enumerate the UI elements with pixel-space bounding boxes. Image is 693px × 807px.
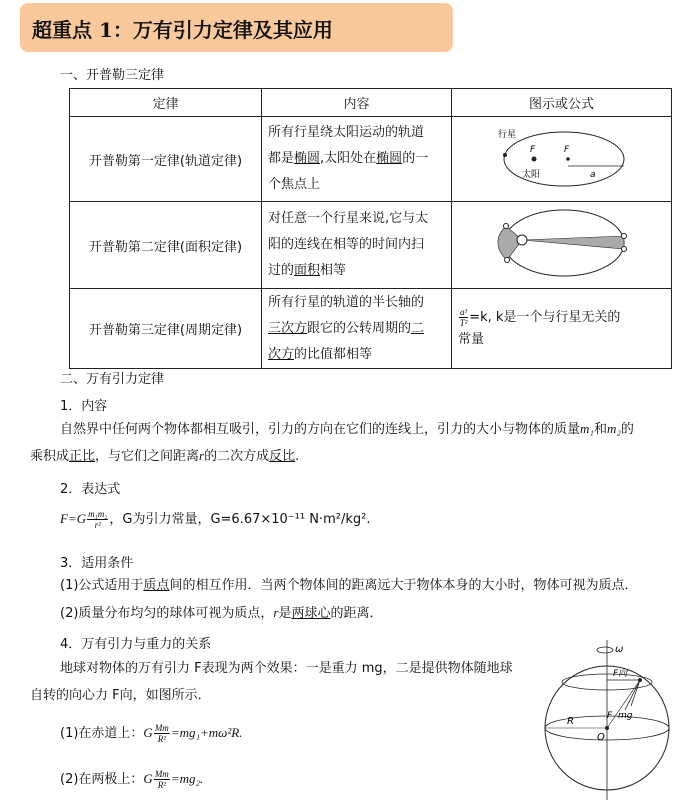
pole-equation: (2)在两极上：G $\frac{Mm}{\text{R²}}$ =mg₂. [60, 769, 204, 790]
svg-text:R: R [567, 716, 574, 727]
relation-line-2: 自转的向心力 F向，如图所示． [30, 688, 211, 703]
table-row [70, 289, 672, 369]
law-name: 开普勒第三定律(周期定律) [70, 289, 262, 369]
sun-label: 太阳 [522, 170, 541, 180]
header-law: 定律 [70, 89, 262, 117]
content-heading: 1．内容 [60, 399, 108, 414]
kepler3-formula: $\frac{\text{a³}}{\text{T²}}$ =k, k是一个与行星无关的 常量 [452, 289, 672, 369]
equal-area-diagram [452, 202, 670, 284]
law-content: 所有行星绕太阳运动的轨道 都是椭圆,太阳处在椭圆的一 个焦点上 [262, 117, 452, 202]
table-row [70, 117, 672, 202]
section-1-heading: 一、开普勒三定律 [60, 68, 165, 83]
expression-heading: 2．表达式 [60, 482, 121, 497]
section-2-heading: 二、万有引力定律 [60, 372, 165, 387]
table-row [70, 202, 672, 289]
omega-label: ω [615, 644, 624, 655]
law-name: 开普勒第一定律(轨道定律) [70, 117, 262, 202]
svg-text:a: a [590, 170, 596, 180]
header-figure: 图示或公式 [452, 89, 672, 117]
header-content: 内容 [262, 89, 452, 117]
centripetal-label: F向 [613, 669, 628, 679]
condition-1: (1)公式适用于质点间的相互作用．当两个物体间的距离远大于物体本身的大小时，物体可视为质点． [60, 578, 638, 593]
kepler-table [69, 88, 672, 369]
svg-text:F: F [564, 145, 570, 155]
content-line-2: 乘积成正比，与它们之间距离r的二次方成反比. [30, 448, 300, 464]
table-header-row [70, 89, 672, 117]
earth-gravity-diagram [535, 638, 675, 803]
svg-text:O: O [597, 732, 605, 743]
gravity-formula: F=G $\frac{\text{m₁m₂}}{\text{r²}}$ ，G为引力常量，G=6.67×10⁻¹¹ N·m²/kg². [60, 509, 371, 530]
content-line-1: 自然界中任何两个物体都相互吸引，引力的方向在它们的连线上，引力的大小与物体的质量m₁和m₂的 [60, 421, 634, 437]
conditions-heading: 3．适用条件 [60, 556, 134, 571]
equator-equation: (1)在赤道上：G $\frac{Mm}{\text{R²}}$ =mg₁+mω²R. [60, 723, 243, 744]
ellipse-orbit-diagram [452, 117, 670, 197]
law-content: 对任意一个行星来说,它与太 阳的连线在相等的时间内扫 过的面积相等 [262, 202, 452, 289]
page-title: 超重点 1：万有引力定律及其应用 [32, 18, 333, 42]
relation-heading: 4．万有引力与重力的关系 [60, 637, 212, 652]
law-content: 所有行星的轨道的半长轴的 三次方跟它的公转周期的二 次方的比值都相等 [262, 289, 452, 369]
relation-line-1: 地球对物体的万有引力 F表现为两个效果：一是重力 mg，二是提供物体随地球 [60, 661, 513, 676]
area-figure-cell [452, 202, 672, 289]
condition-2: (2)质量分布均匀的球体可视为质点，r是两球心的距离． [60, 605, 383, 621]
planet-label: 行星 [498, 130, 517, 140]
svg-text:F: F [607, 711, 613, 721]
law-name: 开普勒第二定律(面积定律) [70, 202, 262, 289]
svg-text:mg: mg [618, 711, 633, 721]
svg-text:F: F [530, 145, 536, 155]
ellipse-figure-cell [452, 117, 672, 202]
